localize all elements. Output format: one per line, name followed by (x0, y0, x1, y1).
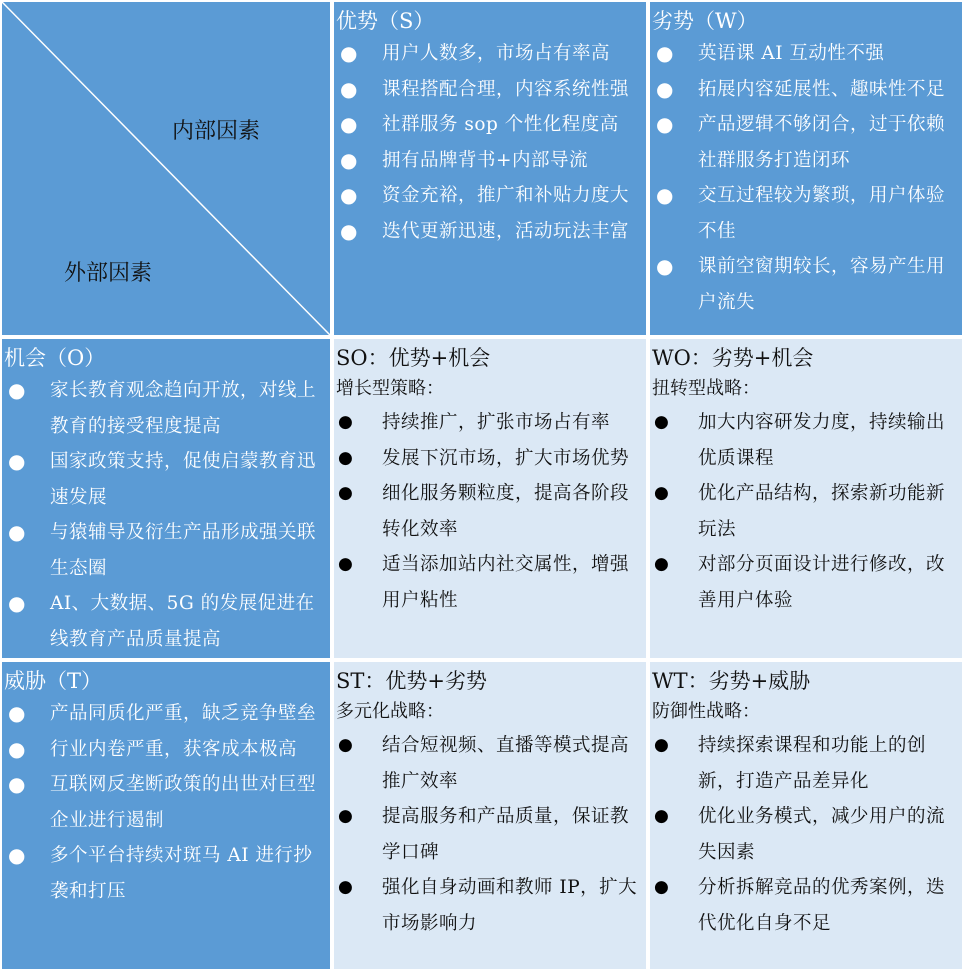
so-list (336, 405, 644, 618)
list-item-text: 互联网反垄断政策的出世对巨型企业进行遏制 (50, 774, 317, 831)
bullet-icon (8, 767, 26, 803)
threats-list (4, 696, 328, 909)
bullet-icon (338, 476, 353, 512)
wo-cell (648, 337, 964, 660)
list-item (336, 547, 644, 618)
so-cell (332, 337, 648, 660)
list-item-text: 加大内容研发力度，持续输出优质课程 (698, 412, 946, 469)
list-item-text: 迭代更新迅速，活动玩法丰富 (382, 220, 630, 242)
list-item (336, 405, 644, 441)
list-item (336, 107, 644, 143)
list-item-text: 多个平台持续对斑马 AI 进行抄袭和打压 (50, 845, 313, 902)
list-item-text: 结合短视频、直播等模式提高推广效率 (382, 735, 630, 792)
list-item (336, 72, 644, 108)
list-item (4, 373, 328, 444)
list-item (4, 732, 328, 768)
list-item-text: 资金充裕，推广和补贴力度大 (382, 185, 630, 206)
list-item (652, 249, 960, 320)
bullet-icon (340, 143, 358, 179)
list-item (4, 838, 328, 909)
st-title: ST：优势+劣势 (336, 669, 487, 693)
list-item-text: 细化服务颗粒度，提高各阶段转化效率 (382, 483, 630, 540)
wt-subtitle: 防御性战略： (652, 701, 760, 722)
bullet-icon (656, 36, 674, 72)
list-item-text: 课前空窗期较长，容易产生用户流失 (698, 256, 946, 313)
list-item-text: 拓展内容延展性、趣味性不足 (698, 78, 946, 100)
list-item-text: 适当添加站内社交属性，增强用户粘性 (382, 554, 630, 611)
bullet-icon (340, 72, 358, 108)
list-item (652, 476, 960, 547)
bullet-icon (656, 72, 674, 108)
list-item-text: 行业内卷严重，获客成本极高 (50, 738, 298, 760)
list-item (336, 214, 644, 250)
st-cell (332, 660, 648, 971)
st-list (336, 728, 644, 941)
bullet-icon (340, 107, 358, 143)
corner-cell (0, 0, 332, 337)
bullet-icon (8, 732, 26, 768)
bullet-icon (8, 586, 26, 622)
wt-list (652, 728, 960, 941)
bullet-icon (8, 696, 26, 732)
list-item (652, 107, 960, 178)
bullet-icon (8, 444, 26, 480)
wo-title: WO：劣势+机会 (652, 346, 814, 370)
so-title: SO：优势+机会 (336, 346, 491, 370)
list-item-text: 课程搭配合理，内容系统性强 (382, 78, 630, 100)
list-item-text: 英语课 AI 互动性不强 (698, 43, 885, 64)
bullet-icon (654, 728, 669, 764)
list-item (336, 870, 644, 941)
list-item-text: 优化产品结构，探索新功能新玩法 (698, 483, 946, 540)
list-item-text: 社群服务 sop 个性化程度高 (382, 114, 619, 135)
list-item-text: 国家政策支持，促使启蒙教育迅速发展 (50, 451, 317, 508)
internal-factors-label: 内部因素 (172, 119, 261, 144)
list-item (336, 36, 644, 72)
list-item (336, 178, 644, 214)
list-item-text: 优化业务模式，减少用户的流失因素 (698, 806, 946, 863)
bullet-icon (338, 405, 353, 441)
external-factors-label: 外部因素 (64, 261, 153, 286)
threats-title: 威胁（T） (4, 669, 103, 693)
list-item (652, 405, 960, 476)
threats-cell (0, 660, 332, 971)
list-item-text: 产品逻辑不够闭合，过于依赖社群服务打造闭环 (698, 114, 946, 171)
bullet-icon (654, 799, 669, 835)
bullet-icon (8, 838, 26, 874)
bullet-icon (654, 547, 669, 583)
wt-cell (648, 660, 964, 971)
list-item (4, 767, 328, 838)
list-item (336, 476, 644, 547)
bullet-icon (338, 441, 353, 477)
st-subtitle: 多元化战略： (336, 701, 444, 722)
bullet-icon (654, 870, 669, 906)
bullet-icon (8, 373, 26, 409)
list-item-text: 产品同质化严重，缺乏竞争壁垒 (50, 703, 317, 724)
list-item-text: 家长教育观念趋向开放，对线上教育的接受程度提高 (50, 380, 317, 437)
list-item (652, 178, 960, 249)
list-item-text: 提高服务和产品质量，保证教学口碑 (382, 806, 630, 863)
list-item (4, 515, 328, 586)
list-item (336, 143, 644, 179)
strengths-title: 优势（S） (336, 9, 435, 33)
bullet-icon (340, 36, 358, 72)
list-item-text: 持续推广，扩张市场占有率 (382, 412, 611, 433)
wo-list (652, 405, 960, 618)
so-subtitle: 增长型策略： (336, 378, 444, 399)
bullet-icon (340, 214, 358, 250)
list-item (4, 444, 328, 515)
list-item-text: 用户人数多，市场占有率高 (382, 43, 611, 64)
weaknesses-title: 劣势（W） (652, 9, 758, 33)
bullet-icon (340, 178, 358, 214)
list-item (4, 586, 328, 657)
list-item (652, 36, 960, 72)
bullet-icon (654, 405, 669, 441)
bullet-icon (338, 870, 353, 906)
list-item (336, 441, 644, 477)
list-item (336, 728, 644, 799)
list-item (652, 870, 960, 941)
opportunities-cell (0, 337, 332, 660)
bullet-icon (338, 728, 353, 764)
bullet-icon (338, 799, 353, 835)
list-item-text: 发展下沉市场，扩大市场优势 (382, 447, 630, 469)
bullet-icon (338, 547, 353, 583)
list-item (4, 696, 328, 732)
bullet-icon (656, 107, 674, 143)
list-item-text: 强化自身动画和教师 IP，扩大市场影响力 (382, 877, 638, 934)
list-item (652, 547, 960, 618)
list-item (652, 799, 960, 870)
list-item (652, 72, 960, 108)
list-item-text: 交互过程较为繁琐，用户体验不佳 (698, 185, 946, 242)
list-item-text: 对部分页面设计进行修改，改善用户体验 (698, 554, 946, 611)
list-item-text: AI、大数据、5G 的发展促进在线教育产品质量提高 (50, 593, 315, 650)
bullet-icon (654, 476, 669, 512)
bullet-icon (656, 178, 674, 214)
list-item (652, 728, 960, 799)
strengths-cell (332, 0, 648, 337)
wo-subtitle: 扭转型战略： (652, 378, 760, 399)
list-item (336, 799, 644, 870)
diagonal-line (2, 2, 330, 335)
strengths-list (336, 36, 644, 249)
opportunities-list (4, 373, 328, 657)
weaknesses-cell (648, 0, 964, 337)
opportunities-title: 机会（O） (4, 346, 106, 370)
list-item-text: 与猿辅导及衍生产品形成强关联生态圈 (50, 522, 317, 579)
list-item-text: 持续探索课程和功能上的创新，打造产品差异化 (698, 735, 927, 792)
wt-title: WT：劣势+威胁 (652, 669, 811, 693)
bullet-icon (8, 515, 26, 551)
bullet-icon (656, 249, 674, 285)
list-item-text: 分析拆解竞品的优秀案例，迭代优化自身不足 (698, 877, 946, 934)
list-item-text: 拥有品牌背书+内部导流 (382, 149, 589, 171)
weaknesses-list (652, 36, 960, 320)
